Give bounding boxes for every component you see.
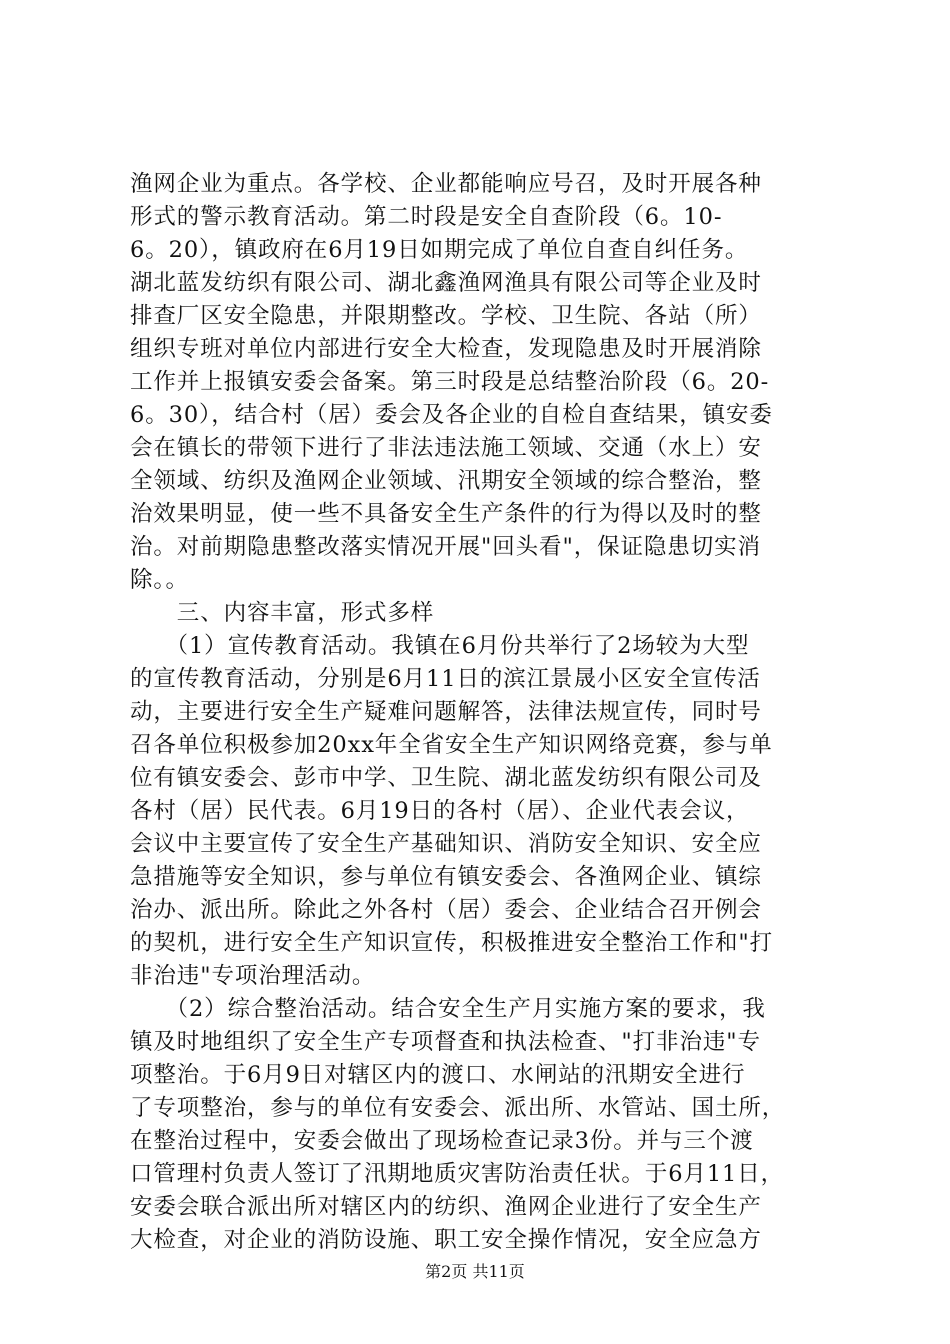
- text-line: 渔网企业为重点。各学校、企业都能响应号召，及时开展各种: [130, 171, 762, 197]
- text-line: 的宣传教育活动，分别是6月11日的滨江景晟小区安全宣传活: [130, 666, 761, 692]
- text-line: 会议中主要宣传了安全生产基础知识、消防安全知识、安全应: [130, 831, 762, 857]
- text-line: 治效果明显，使一些不具备安全生产条件的行为得以及时的整: [130, 501, 762, 527]
- text-line: 位有镇安委会、彭市中学、卫生院、湖北蓝发纺织有限公司及: [130, 765, 762, 791]
- text-line: 除。。: [130, 567, 189, 593]
- text-line: 了专项整治，参与的单位有安委会、派出所、水管站、国土所，: [130, 1095, 786, 1121]
- text-line: 治。对前期隐患整改落实情况开展"回头看"，保证隐患切实消: [130, 534, 761, 560]
- text-line: 治办、派出所。除此之外各村（居）委会、企业结合召开例会: [130, 897, 762, 923]
- text-line: 湖北蓝发纺织有限公司、湖北鑫渔网渔具有限公司等企业及时: [130, 270, 762, 296]
- text-line: 排查厂区安全隐患，并限期整改。学校、卫生院、各站（所）: [130, 303, 762, 329]
- text-line: 非治违"专项治理活动。: [130, 963, 376, 989]
- text-line: 全领域、纺织及渔网企业领域、汛期安全领域的综合整治，整: [130, 468, 762, 494]
- text-line: （2）综合整治活动。结合安全生产月实施方案的要求，我: [130, 996, 766, 1022]
- text-line: 的契机，进行安全生产知识宣传，积极推进安全整治工作和"打: [130, 930, 774, 956]
- text-line: 三、内容丰富，形式多样: [130, 600, 435, 626]
- text-line: 各村（居）民代表。6月19日的各村（居）、企业代表会议，: [130, 798, 750, 824]
- text-line: 6。20），镇政府在6月19日如期完成了单位自查自纠任务。: [130, 237, 749, 263]
- document-body: [130, 168, 830, 1257]
- text-line: 6。30），结合村（居）委会及各企业的自检自查结果，镇安委: [130, 402, 773, 428]
- text-line: 工作并上报镇安委会备案。第三时段是总结整治阶段（6。20-: [130, 369, 770, 395]
- text-line: 召各单位积极参加20xx年全省安全生产知识网络竞赛，参与单: [130, 732, 773, 758]
- text-line: 镇及时地组织了安全生产专项督查和执法检查、"打非治违"专: [130, 1029, 761, 1055]
- text-line: 急措施等安全知识，参与单位有镇安委会、各渔网企业、镇综: [130, 864, 762, 890]
- page-footer: 第2页 共11页: [425, 1262, 525, 1281]
- text-line: 在整治过程中，安委会做出了现场检查记录3份。并与三个渡: [130, 1128, 754, 1154]
- text-line: 口管理村负责人签订了汛期地质灾害防治责任状。于6月11日，: [130, 1161, 785, 1187]
- text-line: 安委会联合派出所对辖区内的纺织、渔网企业进行了安全生产: [130, 1194, 762, 1220]
- text-line: 动，主要进行安全生产疑难问题解答，法律法规宣传，同时号: [130, 699, 762, 725]
- text-line: 形式的警示教育活动。第二时段是安全自查阶段（6。10-: [130, 204, 723, 230]
- text-line: 组织专班对单位内部进行安全大检查，发现隐患及时开展消除: [130, 336, 762, 362]
- text-line: （1）宣传教育活动。我镇在6月份共举行了2场较为大型: [130, 633, 750, 659]
- text-line: 大检查，对企业的消防设施、职工安全操作情况，安全应急方: [130, 1227, 762, 1253]
- text-line: 项整治。于6月9日对辖区内的渡口、水闸站的汛期安全进行: [130, 1062, 746, 1088]
- text-line: 会在镇长的带领下进行了非法违法施工领域、交通（水上）安: [130, 435, 762, 461]
